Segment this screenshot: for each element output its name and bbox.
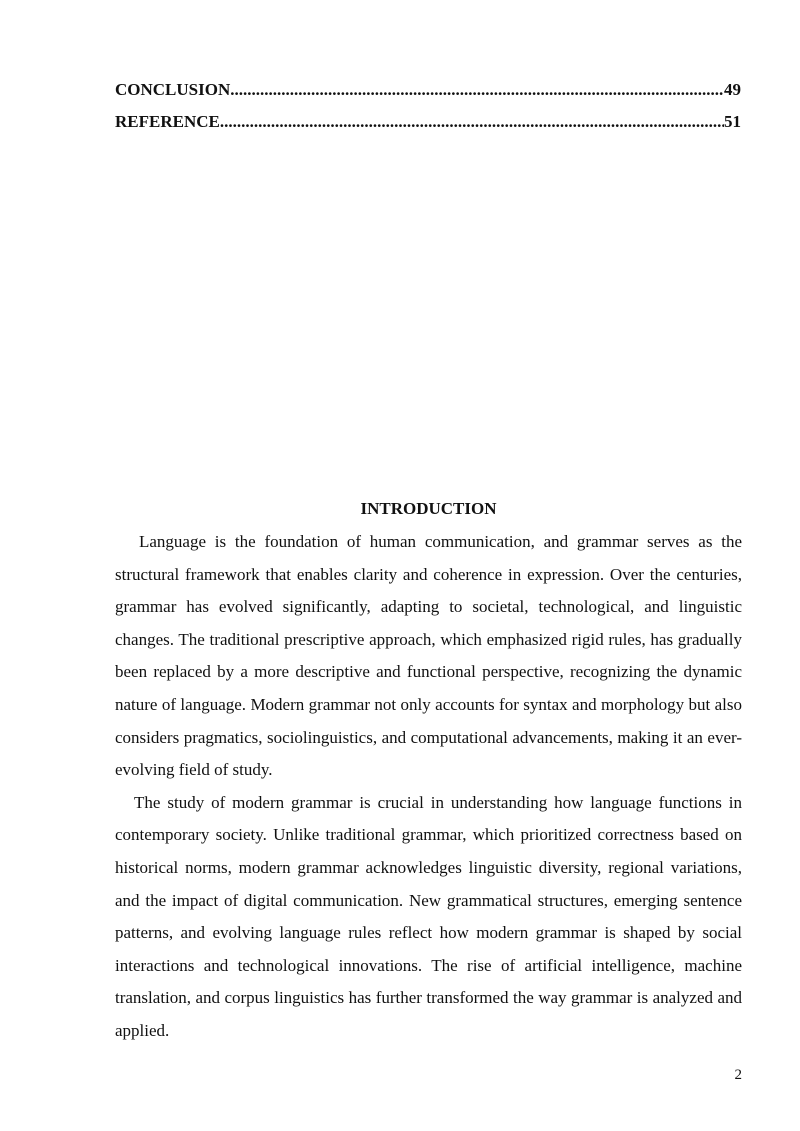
- page-number: 2: [734, 1067, 742, 1083]
- paragraph: Language is the foundation of human communication, and grammar serves as the structural framework that enables clarity and coherence in expression. Over the centuries, grammar has evolved significantly, adapting to societal, technological, and linguistic changes. The traditional prescriptive approach, which emphasized rigid rules, has gradually been replaced by a more descriptive and functional perspective, recognizing the dynamic nature of language. Modern grammar not only accounts for syntax and morphology but also considers pragmatics, sociolinguistics, and computational advancements, making it an ever-evolving field of study.: [115, 532, 742, 780]
- introduction-body: [115, 526, 742, 1048]
- toc-entry-reference[interactable]: [115, 106, 741, 138]
- toc-entry-title: REFERENCE: [115, 112, 220, 131]
- toc-entry-title: CONCLUSION: [115, 80, 231, 99]
- section-heading-introduction: INTRODUCTION: [360, 499, 497, 518]
- paragraph: The study of modern grammar is crucial in understanding how language functions in contemporary society. Unlike traditional grammar, which prioritized correctness based on historical norms, modern grammar acknowledges linguistic diversity, regional variations, and the impact of digital communication. New grammatical structures, emerging sentence patterns, and evolving language rules reflect how modern grammar is shaped by social interactions and technological innovations. The rise of artificial intelligence, machine translation, and corpus linguistics has further transformed the way grammar is analyzed and applied.: [115, 792, 742, 1040]
- toc-entry-conclusion[interactable]: [115, 74, 741, 106]
- toc-dot-leader: [220, 106, 724, 138]
- toc-dot-leader: [230, 74, 724, 106]
- toc-entry-page: 49: [724, 80, 741, 99]
- toc-entry-page: 51: [724, 112, 741, 131]
- table-of-contents: [115, 74, 741, 138]
